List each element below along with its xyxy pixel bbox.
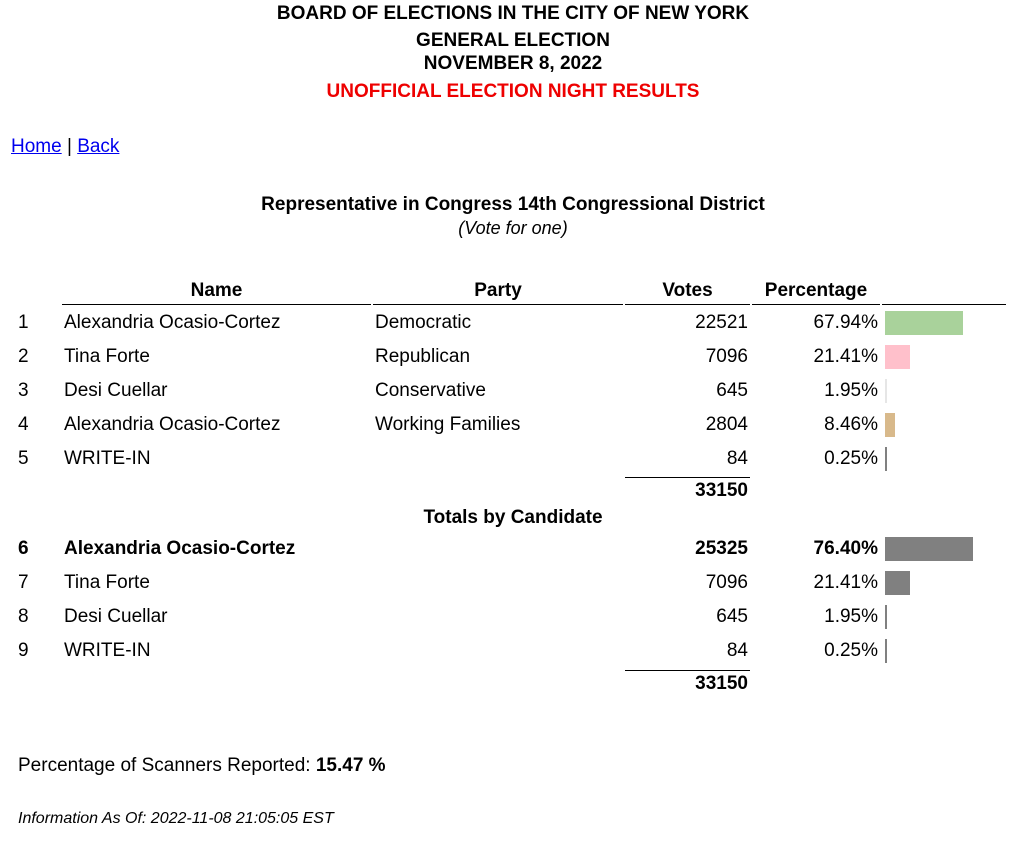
vote-count: 645 bbox=[716, 606, 748, 627]
candidate-name: Tina Forte bbox=[64, 346, 150, 367]
vote-percentage: 21.41% bbox=[813, 346, 878, 367]
percentage-bar bbox=[885, 571, 910, 595]
candidate-name: Tina Forte bbox=[64, 572, 150, 593]
result-row bbox=[0, 442, 1026, 476]
total-rule bbox=[625, 670, 750, 671]
header-board-title: BOARD OF ELECTIONS IN THE CITY OF NEW YORK bbox=[276, 3, 750, 24]
percentage-bar bbox=[885, 413, 895, 437]
vote-count: 7096 bbox=[705, 346, 748, 367]
vote-percentage: 0.25% bbox=[824, 640, 878, 661]
row-number: 9 bbox=[18, 640, 29, 661]
candidate-name: Desi Cuellar bbox=[64, 380, 168, 401]
row-number: 7 bbox=[18, 572, 29, 593]
percentage-bar bbox=[885, 639, 887, 663]
result-row bbox=[0, 374, 1026, 408]
candidate-total-row bbox=[0, 532, 1026, 566]
percentage-bar bbox=[885, 447, 887, 471]
scanners-label: Percentage of Scanners Reported: bbox=[18, 755, 311, 776]
header-unofficial-notice: UNOFFICIAL ELECTION NIGHT RESULTS bbox=[326, 81, 700, 102]
percentage-bar bbox=[885, 605, 887, 629]
candidate-total-votes: 33150 bbox=[695, 673, 748, 694]
vote-count: 2804 bbox=[705, 414, 748, 435]
scanners-value: 15.47 % bbox=[315, 755, 386, 776]
candidate-name: Desi Cuellar bbox=[64, 606, 168, 627]
vote-percentage: 1.95% bbox=[824, 380, 878, 401]
header-rule bbox=[62, 304, 371, 305]
row-number: 6 bbox=[18, 538, 29, 559]
party-name: Democratic bbox=[375, 312, 472, 333]
vote-percentage: 21.41% bbox=[813, 572, 878, 593]
header-election-name: GENERAL ELECTION bbox=[416, 30, 610, 51]
vote-count: 25325 bbox=[695, 538, 748, 559]
vote-count: 22521 bbox=[695, 312, 748, 333]
party-name: Working Families bbox=[375, 414, 521, 435]
row-number: 2 bbox=[18, 346, 29, 367]
row-number: 1 bbox=[18, 312, 29, 333]
vote-for-instruction: (Vote for one) bbox=[458, 218, 568, 238]
candidate-name: Alexandria Ocasio-Cortez bbox=[64, 312, 281, 333]
result-row bbox=[0, 408, 1026, 442]
vote-percentage: 0.25% bbox=[824, 448, 878, 469]
header-rule bbox=[373, 304, 623, 305]
vote-percentage: 8.46% bbox=[824, 414, 878, 435]
row-number: 8 bbox=[18, 606, 29, 627]
vote-count: 84 bbox=[726, 640, 748, 661]
vote-count: 645 bbox=[716, 380, 748, 401]
nav-separator: | bbox=[66, 136, 72, 157]
column-header-name: Name bbox=[190, 280, 243, 301]
percentage-bar bbox=[885, 379, 887, 403]
nav-links bbox=[11, 136, 119, 158]
totals-by-candidate-heading: Totals by Candidate bbox=[423, 507, 603, 528]
header-rule bbox=[882, 304, 1006, 305]
vote-percentage: 76.40% bbox=[813, 538, 878, 559]
total-rule bbox=[625, 477, 750, 478]
candidate-total-row bbox=[0, 634, 1026, 668]
candidate-total-row bbox=[0, 600, 1026, 634]
candidate-name: WRITE-IN bbox=[64, 640, 151, 661]
result-row bbox=[0, 340, 1026, 374]
header-rule bbox=[625, 304, 750, 305]
vote-percentage: 1.95% bbox=[824, 606, 878, 627]
vote-percentage: 67.94% bbox=[813, 312, 878, 333]
result-row bbox=[0, 306, 1026, 340]
home-link[interactable]: Home bbox=[11, 136, 62, 157]
row-number: 4 bbox=[18, 414, 29, 435]
column-header-party: Party bbox=[474, 280, 522, 301]
percentage-bar bbox=[885, 537, 973, 561]
candidate-name: Alexandria Ocasio-Cortez bbox=[64, 414, 281, 435]
percentage-bar bbox=[885, 345, 910, 369]
back-link[interactable]: Back bbox=[77, 136, 120, 157]
candidate-name: WRITE-IN bbox=[64, 448, 151, 469]
scanners-reported bbox=[18, 755, 386, 777]
column-header-percentage: Percentage bbox=[764, 280, 868, 301]
row-number: 5 bbox=[18, 448, 29, 469]
candidate-total-row bbox=[0, 566, 1026, 600]
header-rule bbox=[752, 304, 880, 305]
party-name: Conservative bbox=[375, 380, 486, 401]
party-name: Republican bbox=[375, 346, 471, 367]
column-header-votes: Votes bbox=[662, 280, 713, 301]
information-as-of: Information As Of: 2022-11-08 21:05:05 EST bbox=[18, 810, 334, 827]
vote-count: 7096 bbox=[705, 572, 748, 593]
row-number: 3 bbox=[18, 380, 29, 401]
contest-title: Representative in Congress 14th Congressional District bbox=[261, 194, 765, 215]
candidate-name: Alexandria Ocasio-Cortez bbox=[64, 538, 296, 559]
vote-count: 84 bbox=[726, 448, 748, 469]
percentage-bar bbox=[885, 311, 963, 335]
party-total-votes: 33150 bbox=[695, 480, 748, 501]
header-election-date: NOVEMBER 8, 2022 bbox=[423, 53, 603, 74]
